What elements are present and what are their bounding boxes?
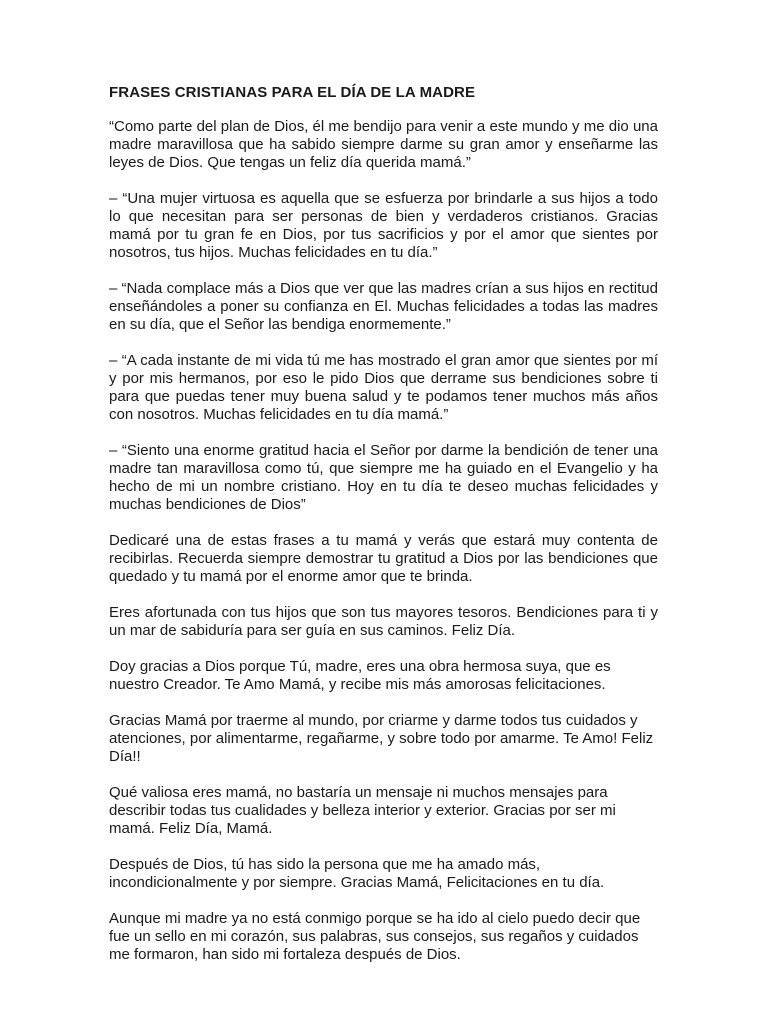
paragraph-1: “Como parte del plan de Dios, él me bendijo para venir a este mundo y me dio una madre maravillosa que ha sabido siempre darme su gran amor y enseñarme las leyes de Dios. Que tengas un feliz día querida mamá.” xyxy=(109,118,658,171)
paragraph-5: – “Siento una enorme gratitud hacia el Señor por darme la bendición de tener una madre tan maravillosa como tú, que siempre me ha guiado en el Evangelio y ha hecho de mi un nombre cristiano. Hoy en tu día te deseo muchas felicidades y muchas bendiciones de Dios” xyxy=(109,442,658,513)
paragraph-9: Gracias Mamá por traerme al mundo, por criarme y darme todos tus cuidados y atenciones, por alimentarme, regañarme, y sobre todo por amarme. Te Amo! Feliz Día!! xyxy=(109,712,654,765)
paragraph-3: – “Nada complace más a Dios que ver que las madres crían a sus hijos en rectitud enseñándoles a poner su confianza en El. Muchas felicidades a todas las madres en su día, que el Señor las bendiga enormemente.” xyxy=(109,280,658,333)
paragraph-10: Qué valiosa eres mamá, no bastaría un mensaje ni muchos mensajes para describir todas tus cualidades y belleza interior y exterior. Gracias por ser mi mamá. Feliz Día, Mamá. xyxy=(109,784,616,837)
paragraph-2: – “Una mujer virtuosa es aquella que se esfuerza por brindarle a sus hijos a todo lo que necesitan para ser personas de bien y verdaderos cristianos. Gracias mamá por tu gran fe en Dios, por tus sacrificios y por el amor que sientes por nosotros, tus hijos. Muchas felicidades en tu día.” xyxy=(109,190,658,261)
paragraph-12: Aunque mi madre ya no está conmigo porque se ha ido al cielo puedo decir que fue un sello en mi corazón, sus palabras, sus consejos, sus regaños y cuidados me formaron, han sido mi fortaleza después de Dios. xyxy=(109,910,641,963)
paragraph-8: Doy gracias a Dios porque Tú, madre, eres una obra hermosa suya, que es nuestro Creador. Te Amo Mamá, y recibe mis más amorosas felicitaciones. xyxy=(109,658,611,693)
document-body xyxy=(109,84,658,982)
paragraph-11: Después de Dios, tú has sido la persona que me ha amado más, incondicionalmente y por siempre. Gracias Mamá, Felicitaciones en tu día. xyxy=(109,856,605,891)
paragraph-6: Dedicaré una de estas frases a tu mamá y verás que estará muy contenta de recibirlas. Recuerda siempre demostrar tu gratitud a Dios por las bendiciones que quedado y tu mamá por el enorme amor que te brinda. xyxy=(109,532,658,585)
paragraph-7: Eres afortunada con tus hijos que son tus mayores tesoros. Bendiciones para ti y un mar de sabiduría para ser guía en sus caminos. Feliz Día. xyxy=(109,604,658,639)
paragraph-4: – “A cada instante de mi vida tú me has mostrado el gran amor que sientes por mí y por mis hermanos, por eso le pido Dios que derrame sus bendiciones sobre ti para que puedas tener muy buena salud y te podamos tener muchos más años con nosotros. Muchas felicidades en tu día mamá.” xyxy=(109,352,658,423)
document-title: FRASES CRISTIANAS PARA EL DÍA DE LA MADRE xyxy=(109,84,476,101)
